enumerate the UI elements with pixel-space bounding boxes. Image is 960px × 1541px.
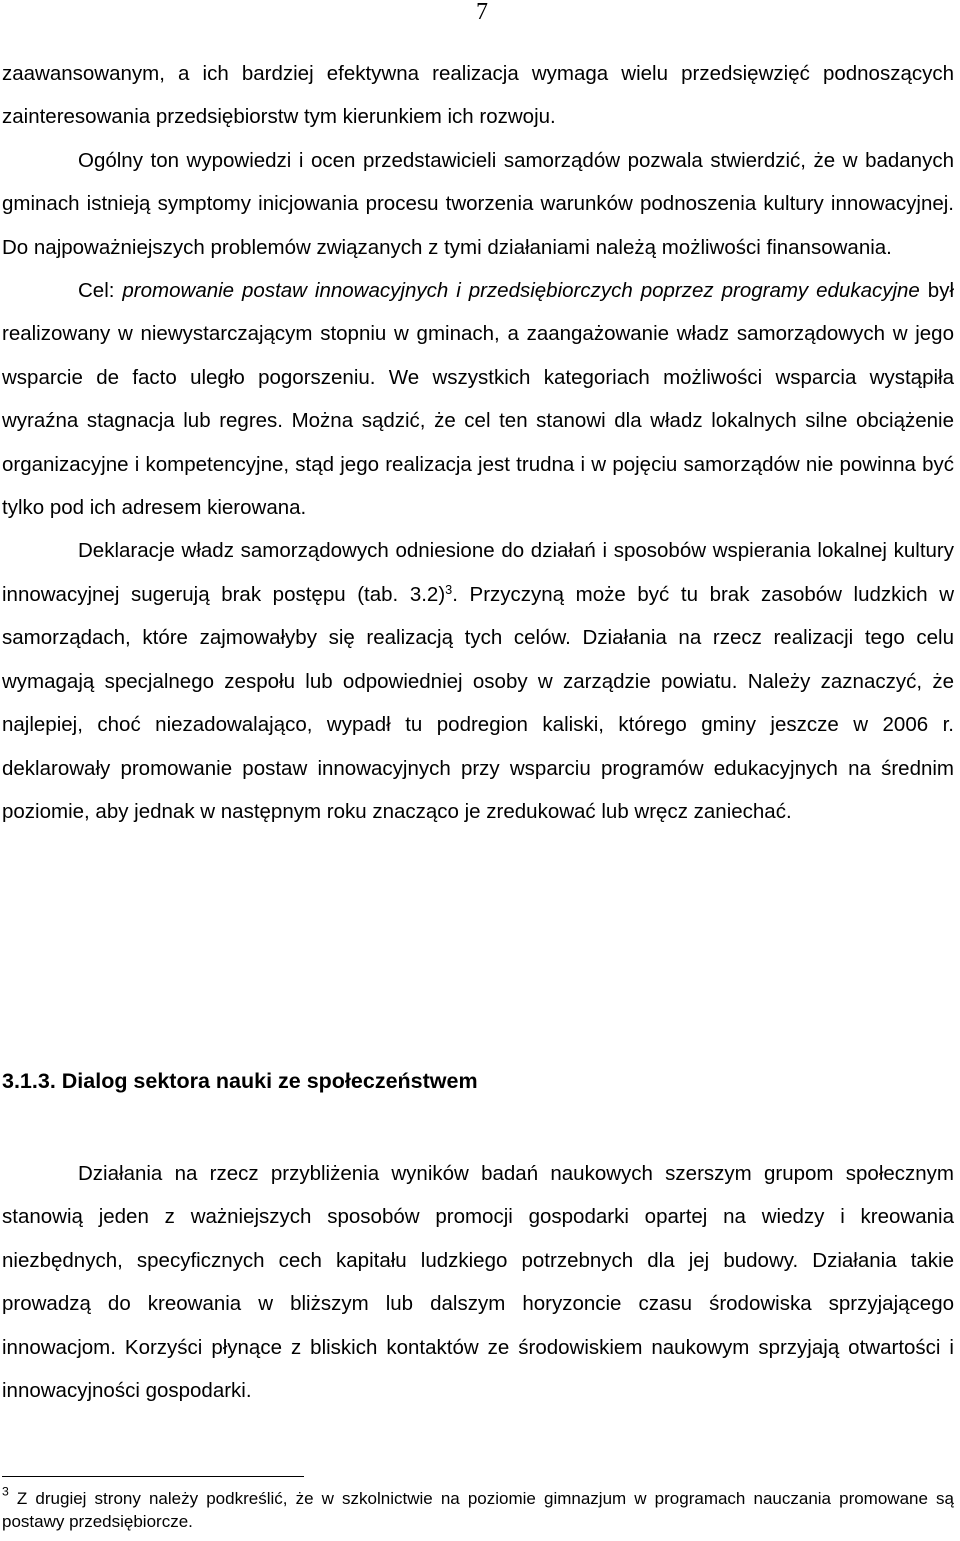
- footnote-reference: 3: [445, 581, 453, 597]
- footnote: [2, 1484, 954, 1533]
- section-body-2: [2, 1152, 954, 1412]
- paragraph-lead: Cel:: [78, 279, 123, 303]
- goal-name-italic: promowanie postaw innowacyjnych i przedsiębiorczych poprzez programy edukacyjne: [122, 279, 920, 303]
- page-number: 7: [476, 0, 488, 25]
- paragraph-text: zaawansowanym, a ich bardziej efektywna realizacja wymaga wielu przedsięwzięć podnoszących zainteresowania przedsiębiorstw tym kierunkiem ich rozwoju.: [2, 62, 954, 129]
- paragraph: [2, 529, 954, 833]
- section-heading: 3.1.3. Dialog sektora nauki ze społeczeństwem: [2, 1069, 478, 1093]
- paragraph: [2, 52, 954, 139]
- footnote-separator: [2, 1476, 304, 1477]
- paragraph: [2, 1152, 954, 1412]
- paragraph-text: Ogólny ton wypowiedzi i ocen przedstawicieli samorządów pozwala stwierdzić, że w badanych gminach istnieją symptomy inicjowania procesu tworzenia warunków podnoszenia kultury innowacyjnej. Do najpoważniejszych problemów związanych z tymi działaniami należą możliwości finansowania.: [2, 148, 954, 259]
- footnote-text: Z drugiej strony należy podkreślić, że w szkolnictwie na poziomie gimnazjum w programach nauczania promowane są postawy przedsiębiorcze.: [2, 1489, 954, 1531]
- paragraph: [2, 269, 954, 529]
- paragraph-text: . Przyczyną może być tu brak zasobów ludzkich w samorządach, które zajmowałyby się realizacją tych celów. Działania na rzecz realizacji tego celu wymagają specjalnego zespołu lub odpowiedniej osoby w zarządzie powiatu. Należy zaznaczyć, że najlepiej, choć niezadowalająco, wypadł tu podregion kaliski, którego gminy jeszcze w 2006 r. deklarowały promowanie postaw innowacyjnych przy wsparciu programów edukacyjnych na średnim poziomie, aby jednak w następnym roku znacząco je zredukować lub wręcz zaniechać.: [2, 582, 955, 823]
- paragraph-text: był realizowany w niewystarczającym stopniu w gminach, a zaangażowanie władz samorządowych w jego wsparcie de facto uległo pogorszeniu. We wszystkich kategoriach możliwości wsparcia wystąpiła wyraźna stagnacja lub regres. Można sądzić, że cel ten stanowi dla władz lokalnych silne obciążenie organizacyjne i kompetencyjne, stąd jego realizacja jest trudna i w pojęciu samorządów nie powinna być tylko pod ich adresem kierowana.: [2, 279, 954, 520]
- paragraph: [2, 139, 954, 269]
- paragraph-text: Deklaracje władz samorządowych odniesione do działań i sposobów wspierania lokalnej kultury innowacyjnej sugerują brak postępu (tab. 3.2): [2, 539, 954, 606]
- footnote-marker: 3: [2, 1484, 9, 1499]
- paragraph-text: Działania na rzecz przybliżenia wyników badań naukowych szerszym grupom społecznym stanowią jeden z ważniejszych sposobów promocji gospodarki opartej na wiedzy i kreowania niezbędnych, specyficznych cech kapitału ludzkiego potrzebnych dla jej budowy. Działania takie prowadzą do kreowania w bliższym lub dalszym horyzoncie czasu środowiska sprzyjającego innowacjom. Korzyści płynące z bliskich kontaktów ze środowiskiem naukowym sprzyjają otwartości i innowacyjności gospodarki.: [2, 1162, 954, 1403]
- section-body-1: [2, 52, 954, 833]
